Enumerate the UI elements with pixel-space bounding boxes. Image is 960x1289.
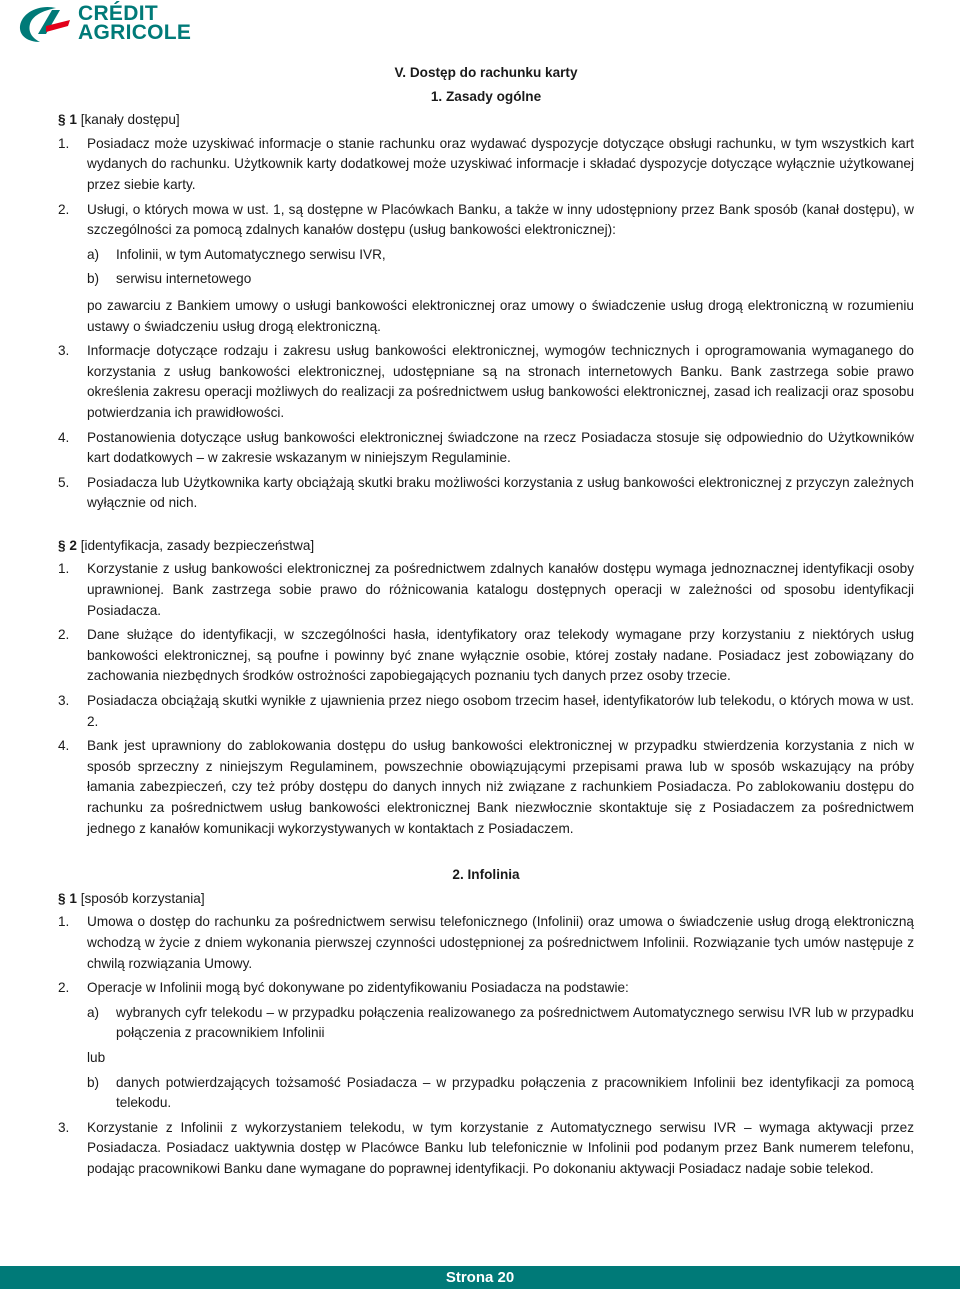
logo-line2: AGRICOLE — [78, 21, 192, 44]
list-item — [58, 1118, 914, 1180]
item-number: 1. — [58, 914, 70, 930]
item-text: Postanowienia dotyczące usług bankowości elektronicznej świadczone na rzecz Posiadacza stosuje się odpowiednio do Użytkowników kart dodatkowych – w zakresie wskazanym w niniejszym Regulaminie. — [87, 429, 914, 466]
logo-line1: CRÉDIT — [78, 2, 158, 25]
paragraph-title — [58, 536, 914, 557]
continuation-text: po zawarciu z Bankiem umowy o usługi bankowości elektronicznej oraz umowy o świadczenie usług drogą elektroniczną w rozumieniu ustawy o świadczeniu usług drogą elektroniczną. — [87, 297, 914, 334]
item-text: Posiadacz może uzyskiwać informacje o stanie rachunku oraz wydawać dyspozycje dotyczące obsługi rachunku, w tym wszystkich kart wydanych do rachunku. Użytkownik karty dodatkowej może uzyskiwać informacje i składać dyspozycje dotyczące wyłącznie użytkowanej przez siebie karty. — [87, 135, 914, 192]
sub-item-text: Infolinii, w tym Automatycznego serwisu IVR, — [116, 246, 386, 262]
sub-item — [87, 1003, 914, 1044]
list-item — [58, 736, 914, 839]
sub-item-letter: b) — [87, 271, 100, 287]
list-item — [58, 978, 914, 999]
chapter-title: V. Dostęp do rachunku karty — [394, 65, 578, 80]
list-item — [58, 625, 914, 687]
item-number: 1. — [58, 135, 70, 151]
paragraph-label: [identyfikacja, zasady bezpieczeństwa] — [80, 537, 315, 553]
sub-item-letter: a) — [87, 1004, 100, 1020]
document-body — [58, 63, 914, 1184]
item-number: 1. — [58, 561, 70, 577]
sub-item — [87, 1073, 914, 1114]
credit-agricole-emblem-icon — [16, 4, 74, 44]
alternative-connector: lub — [87, 1049, 106, 1065]
item-text: Operacje w Infolinii mogą być dokonywane po zidentyfikowaniu Posiadacza na podstawie: — [87, 980, 629, 996]
list-item — [58, 473, 914, 514]
list-item — [58, 134, 914, 196]
item-number: 3. — [58, 1119, 70, 1135]
item-number: 4. — [58, 429, 70, 445]
page-footer — [0, 1266, 960, 1289]
paragraph-label: [sposób korzystania] — [80, 890, 205, 906]
item-text: Korzystanie z usług bankowości elektronicznej za pośrednictwem zdalnych kanałów dostępu wymaga jednoznacznej identyfikacji osoby uprawnionej. Bank zastrzega sobie prawo do różnicowania katalogu dostępnych operacji w zależności od sposobu identyfikacji Posiadacza. — [87, 561, 914, 618]
item-text: Korzystanie z Infolinii z wykorzystaniem telekodu, w tym korzystanie z Automatycznego serwisu IVR – wymaga aktywacji przez Posiadacza. Posiadacz uaktywnia dostęp w Placówce Banku lub telefonicznie w Infolinii pod podanym przez Bank numerem telefonu, podając pracownikowi Banku dane wymagane do poprawnej identyfikacji. Po dokonaniu aktywacji Posiadacz nadaje sobie telekod. — [87, 1119, 914, 1176]
list-item — [58, 912, 914, 974]
item-text: Usługi, o których mowa w ust. 1, są dostępne w Placówkach Banku, a także w inny udostępniony przez Bank sposób (kanał dostępu), w szczególności za pomocą zdalnych kanałów dostępu (usług bankowości elektronicznej): — [87, 201, 914, 238]
paragraph-title — [58, 110, 914, 131]
paragraph-number: § 1 — [58, 112, 77, 128]
paragraph-label: [kanały dostępu] — [80, 112, 180, 128]
sub-item-letter: a) — [87, 246, 100, 262]
sub-item-letter: b) — [87, 1074, 100, 1090]
item-number: 3. — [58, 343, 70, 359]
item-number: 2. — [58, 201, 70, 217]
list-item — [58, 428, 914, 469]
section-heading-zasady: 1. Zasady ogólne — [430, 88, 542, 104]
item-text: Posiadacza lub Użytkownika karty obciążają skutki braku możliwości korzystania z usług bankowości elektronicznej z przyczyn zależnych wyłącznie od nich. — [87, 474, 914, 511]
item-number: 5. — [58, 474, 70, 490]
sub-item-text: danych potwierdzających tożsamość Posiadacza – w przypadku połączenia z pracownikiem Infolinii bez identyfikacji za pomocą telekodu. — [116, 1074, 914, 1111]
paragraph-title — [58, 889, 914, 910]
list-item — [58, 341, 914, 423]
sub-item-text: serwisu internetowego — [116, 271, 252, 287]
item-text: Dane służące do identyfikacji, w szczególności hasła, identyfikatory oraz telekody wymagane przy korzystaniu z niektórych usług bankowości elektronicznej, są poufne i powinny być znane wyłącznie osobie, której zostały nadane. Posiadacz jest zobowiązany do zachowania niezbędnych środków ostrożności zapobiegających poznaniu tych danych przez osoby trzecie. — [87, 627, 914, 684]
item-text: Umowa o dostęp do rachunku za pośrednictwem serwisu telefonicznego (Infolinii) oraz umowa o świadczenie usług drogą elektroniczną wchodzą w życie z dniem wykonania pierwszej czynności udostępnionej za pośrednictwem Infolinii. Rozwiązanie tych umów następuje z chwilą rozwiązania Umowy. — [87, 914, 914, 971]
item-text: Bank jest uprawniony do zablokowania dostępu do usług bankowości elektronicznej w przypadku stwierdzenia korzystania z nich w sposób sprzeczny z niniejszym Regulaminem, powszechnie obowiązującymi przepisami prawa lub w sposób wskazujący na próby łamania zabezpieczeń, czy też próby dostępu do danych innych niż związane z rachunkiem Posiadacza. Po zablokowaniu dostępu do rachunku za pośrednictwem usług bankowości elektronicznej Bank niezwłocznie skontaktuje się z Posiadaczem za pośrednictwem jednego z kanałów komunikacji wykorzystywanych w kontaktach z Posiadaczem. — [87, 738, 914, 836]
item-number: 2. — [58, 627, 70, 643]
section-heading-infolinia: 2. Infolinia — [452, 867, 520, 883]
item-text: Posiadacza obciążają skutki wynikłe z ujawnienia przez niego osobom trzecim haseł, identyfikatorów lub telekodu, o których mowa w ust. 2. — [87, 693, 914, 729]
item-number: 2. — [58, 980, 70, 996]
paragraph-number: § 1 — [58, 890, 77, 906]
list-item — [58, 691, 914, 732]
item-text: Informacje dotyczące rodzaju i zakresu usług bankowości elektronicznej, wymogów technicznych i oprogramowania wymaganego do korzystania z usług bankowości elektronicznej, udostępniane są na stronach internetowych Banku. Bank zastrzega sobie prawo określenia zakresu operacji możliwych do realizacji za pośrednictwem usług bankowości elektronicznej, zasad ich realizacji oraz sposobu potwierdzania ich prawidłowości. — [87, 343, 914, 420]
page-number: Strona 20 — [445, 1269, 515, 1286]
logo — [16, 4, 191, 48]
sub-item — [87, 245, 914, 266]
item-number: 3. — [58, 693, 70, 709]
item-number: 4. — [58, 738, 70, 754]
list-item — [58, 200, 914, 241]
sub-item — [87, 269, 914, 290]
sub-item-text: wybranych cyfr telekodu – w przypadku połączenia realizowanego za pośrednictwem Automatycznego serwisu IVR lub w przypadku połączenia z pracownikiem Infolinii — [116, 1004, 914, 1041]
paragraph-number: § 2 — [58, 537, 77, 553]
list-item — [58, 559, 914, 621]
